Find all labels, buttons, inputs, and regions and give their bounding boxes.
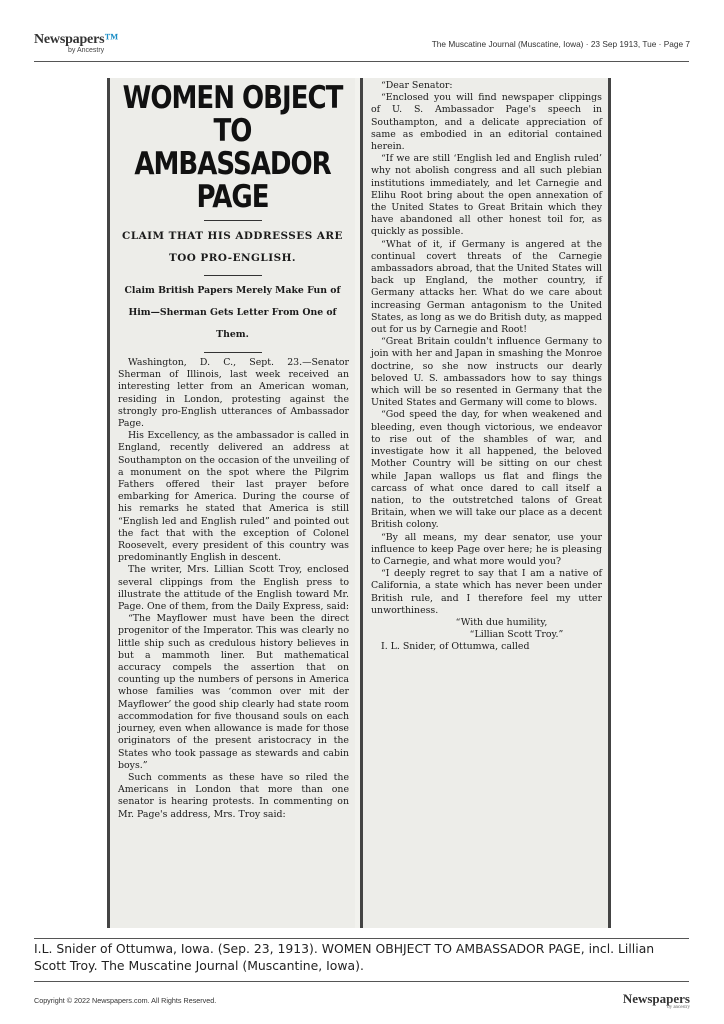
footer-logo-sub: by ancestry xyxy=(667,1005,690,1010)
logo-text: Newspapers xyxy=(34,32,105,47)
paragraph: The writer, Mrs. Lillian Scott Troy, enclosed several clippings from the English press to illustrate the attitude of the English toward Mr. Page. One of them, from the Daily Express, said: xyxy=(118,564,350,613)
deck-divider xyxy=(204,275,262,276)
copyright-notice: Copyright © 2022 Newspapers.com. All Rights Reserved. xyxy=(34,996,217,1005)
article-body-right xyxy=(371,80,602,654)
article-deck-primary: CLAIM THAT HIS ADDRESSES ARE TOO PRO-ENGLISH. xyxy=(122,230,343,264)
clipping-column-right xyxy=(360,78,611,928)
article-deck-secondary: Claim British Papers Merely Make Fun of Him—Sherman Gets Letter From One of Them. xyxy=(124,285,341,340)
paragraph: “By all means, my dear senator, use your influence to keep Page over here; he is pleasing to Carnegie, and what more would you? xyxy=(371,531,602,567)
article-headline: WOMEN OBJECT TO AMBASSADOR PAGE xyxy=(122,80,343,215)
caption-divider-top xyxy=(34,938,689,939)
logo-tagline: by Ancestry xyxy=(68,47,105,54)
paragraph: “Enclosed you will find newspaper clippings of U. S. Ambassador Page's speech in Southampton, and a delicate appreciation of same as embodied in an editorial contained herein. xyxy=(371,92,602,153)
paragraph: “If we are still ‘English led and English ruled’ why not abolish congress and all such plebian institutions immediately, and let Carnegie and Elihu Root bring about the open annexation of the United States to Great Britain which they have abandoned all other honest toil for, as quickly as possible. xyxy=(371,153,602,238)
paragraph: “Dear Senator: xyxy=(381,80,453,91)
clipping-caption: I.L. Snider of Ottumwa, Iowa. (Sep. 23, 1913). WOMEN OBHJECT TO AMBASSADOR PAGE, incl. Lillian Scott Troy. The Muscatine Journal (Muscantine, Iowa). xyxy=(34,941,655,973)
footer-logo[interactable] xyxy=(623,991,690,1010)
newspapers-logo[interactable] xyxy=(34,32,144,62)
footer-logo-text: Newspapers xyxy=(622,991,690,1006)
deck-divider-2 xyxy=(204,352,262,353)
letter-signature: “Lillian Scott Troy.” xyxy=(469,629,564,641)
paragraph: His Excellency, as the ambassador is called in England, recently delivered an address at Southampton on the occasion of the unveiling of a monument on the spot where the Pilgrim Fathers offered their last prayer before embarking for America. During the course of his remarks he stated that America is still “English led and English ruled” and pointed out the fact that with the exception of Colonel Roosevelt, every president of this country was predominantly English in descent. xyxy=(118,430,349,564)
paragraph-final: I. L. Snider, of Ottumwa, called xyxy=(381,641,530,653)
paragraph: “I deeply regret to say that I am a native of California, a state which has never been under British rule, and I therefore feel my utter unworthiness. xyxy=(371,568,602,616)
paragraph: Such comments as these have so riled the Americans in London that more than one senator is hearing protests. In commenting on Mr. Page's address, Mrs. Troy said: xyxy=(118,771,349,820)
paragraph: “God speed the day, for when weakened and bleeding, even though victorious, we endeavor to rise out of the shambles of war, and investigate how it all happened, the beloved Mother Country will be sitting on our chest while Japan wallops us flat and flings the carcass of what once dared to call itself a nation, to the outstretched talons of Great Britain, when we will take our place as a decent British colony. xyxy=(371,409,602,531)
logo-trademark: ™ xyxy=(104,32,119,47)
header-divider xyxy=(34,61,689,62)
letter-closing: “With due humility, xyxy=(455,616,548,628)
clipping-column-left xyxy=(107,78,355,928)
newspaper-clipping xyxy=(107,78,607,928)
paragraph: “What of it, if Germany is angered at the continual covert threats of the Carnegie ambassadors abroad, that the United States will back up England, the mother country, if Germany attacks her. What do we care about increasing German antagonism to the United States, as long as we do British duty, as mapped out for us by Carnegie and Root! xyxy=(371,238,602,336)
headline-divider xyxy=(204,220,262,221)
article-body-left xyxy=(118,357,349,821)
caption-divider-bottom xyxy=(34,981,689,982)
publication-info: The Muscatine Journal (Muscatine, Iowa) · 23 Sep 1913, Tue · Page 7 xyxy=(431,39,690,49)
paragraph: “Great Britain couldn't influence Germany to join with her and Japan in smashing the Monroe doctrine, so she now instructs our dearly beloved U. S. ambassadors how to say things which will be so resented in Germany that the United States and Germany will come to blows. xyxy=(371,336,602,409)
paragraph: “The Mayflower must have been the direct progenitor of the Imperator. This was clearly no little ship such as credulous history believes in but a mammoth liner. But mathematical accuracy compels the assertion that on counting up the numbers of persons in America whose families was ‘common over mit der Mayflower’ the good ship clearly had state room accommodation for five thousand souls on each journey, even when allowance is made for those originators of the present aristocracy in the States who took passage as stewards and cabin boys.” xyxy=(118,613,349,771)
paragraph: Washington, D. C., Sept. 23.—Senator Sherman of Illinois, last week received an interesting letter from an American woman, residing in London, protesting against the strongly pro-English utterances of Ambassador Page. xyxy=(118,357,349,430)
